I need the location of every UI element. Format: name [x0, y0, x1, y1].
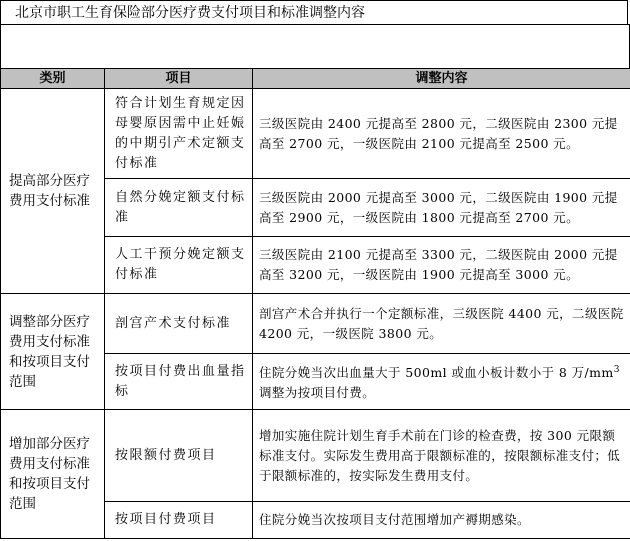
item-cell: 人工干预分娩定额支付标准 [105, 237, 253, 294]
item-cell: 按项目付费项目 [105, 502, 253, 539]
document-title: 北京市职工生育保险部分医疗费支付项目和标准调整内容 [0, 0, 628, 24]
content-cell: 增加实施住院计划生育手术前在门诊的检查费，按 300 元限额标准支付。实际发生费用高于限额标准的，按限额标准支付；低于限额标准的，按实际发生费用支付。 [253, 410, 630, 502]
content-text: 调整为按项目付费。 [259, 385, 376, 401]
table-header-row [1, 69, 630, 89]
table-row [1, 294, 630, 354]
content-cell [253, 354, 630, 410]
item-cell: 自然分娩定额支付标准 [105, 179, 253, 237]
category-cell: 增加部分医疗费用支付标准和按项目支付范围 [1, 410, 105, 539]
table-row [1, 410, 630, 502]
content-cell: 剖宫产术合并执行一个定额标准，三级医院 4400 元，二级医院 4200 元，一级医院 3800 元。 [253, 294, 630, 354]
item-cell: 按限额付费项目 [105, 410, 253, 502]
header-item: 项目 [105, 69, 253, 89]
header-category: 类别 [1, 69, 105, 89]
superscript-three: 3 [613, 364, 620, 375]
content-cell: 三级医院由 2100 元提高至 3300 元，二级医院由 2000 元提高至 3200 元，一级医院由 1900 元提高至 3000 元。 [253, 237, 630, 294]
blank-row [0, 24, 630, 68]
content-cell: 住院分娩当次按项目支付范围增加产褥期感染。 [253, 502, 630, 539]
item-cell: 符合计划生育规定因母婴原因需中止妊娠的中期引产术定额支付标准 [105, 89, 253, 179]
table-row [1, 89, 630, 179]
item-cell: 按项目付费出血量指标 [105, 354, 253, 410]
category-cell: 调整部分医疗费用支付标准和按项目支付范围 [1, 294, 105, 410]
item-cell: 剖宫产术支付标准 [105, 294, 253, 354]
category-cell: 提高部分医疗费用支付标准 [1, 89, 105, 294]
content-text: 住院分娩当次出血量大于 500ml 或血小板计数小于 8 万/mm [259, 365, 614, 381]
content-cell: 三级医院由 2000 元提高至 3000 元，二级医院由 1900 元提高至 2900 元，一级医院由 1800 元提高至 2700 元。 [253, 179, 630, 237]
content-cell: 三级医院由 2400 元提高至 2800 元，二级医院由 2300 元提高至 2700 元，一级医院由 2100 元提高至 2500 元。 [253, 89, 630, 179]
adjustment-table [0, 68, 630, 539]
header-content: 调整内容 [253, 69, 630, 89]
